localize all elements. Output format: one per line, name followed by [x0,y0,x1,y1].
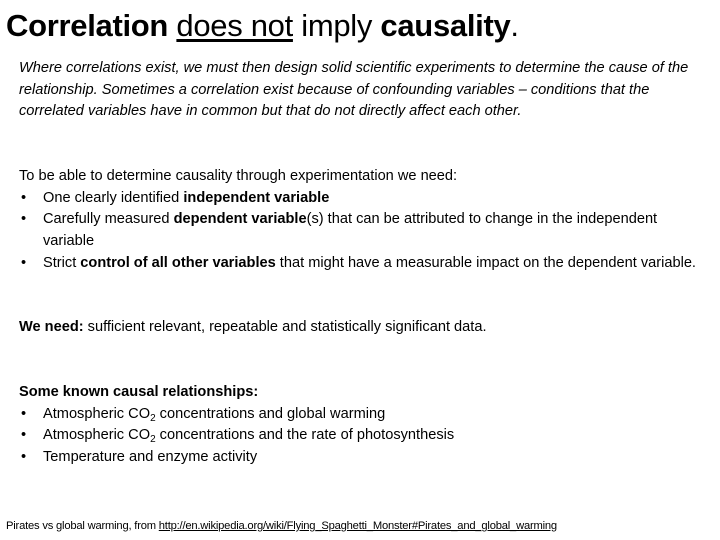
list-item-text: Strict [43,254,81,271]
list-item [19,209,709,252]
bullet-icon: • [21,189,27,206]
bullet-icon: • [21,449,27,466]
list-item-text: One clearly identified [43,189,184,206]
intro-paragraph: Where correlations exist, we must then design solid scientific experiments to determine the cause of the relationship. Sometimes a correlation exist because of confounding variables – conditions that the correlated variables have in common but that do not directly affect each other. [19,60,689,120]
data-needed-text: sufficient relevant, repeatable and statistically significant data. [83,319,487,335]
title-word-causality: causality [380,8,511,43]
title-words-does-not: does not [176,8,293,43]
known-relationships-list [19,404,709,469]
footer-credit-text: Pirates vs global warming, from [6,520,159,532]
list-item-emphasis: dependent variable [173,211,307,228]
known-relationships-heading [19,382,709,404]
subscript: 2 [150,434,156,446]
list-item [19,404,709,426]
bullet-icon: • [21,427,27,444]
list-item-text: that might have a measurable impact on the dependent variable. [275,254,696,271]
list-item-text: Temperature and enzyme activity [43,449,258,466]
list-item [19,188,709,210]
list-item-emphasis: control of all other variables [80,254,276,271]
list-item-text: Atmospheric CO [43,427,151,444]
data-needed-statement [19,317,709,339]
bullet-icon: • [21,211,27,228]
bullet-icon: • [21,254,27,271]
list-item-text: Atmospheric CO [43,405,151,422]
causality-requirements-list [19,188,709,275]
data-needed-label: We need: [19,319,84,335]
list-item-text: Carefully measured [43,211,174,228]
list-item [19,253,709,275]
title-word-correlation: Correlation [6,8,169,43]
source-link[interactable]: http://en.wikipedia.org/wiki/Flying_Spaghetti_Monster#Pirates_and_global_warming [158,520,557,532]
bullet-icon: • [21,405,27,422]
subscript: 2 [150,412,156,424]
footer-credit [6,518,716,534]
list-item-text: concentrations and global warming [155,405,386,422]
list-item [19,447,709,469]
title-word-imply: imply [301,8,373,43]
page-title [6,6,519,46]
list-item-text: concentrations and the rate of photosynthesis [155,427,455,444]
causality-heading: To be able to determine causality through experimentation we need: [19,168,458,184]
title-period: . [510,8,519,43]
causality-requirements-section [19,166,709,275]
known-relationships-heading-text: Some known causal relationships: [19,384,259,400]
list-item-emphasis: independent variable [183,189,330,206]
list-item-text: (s) that can be attributed to change in the independent variable [43,211,658,250]
known-relationships-section [19,382,709,469]
data-needed-section [19,317,709,339]
list-item [19,425,709,447]
